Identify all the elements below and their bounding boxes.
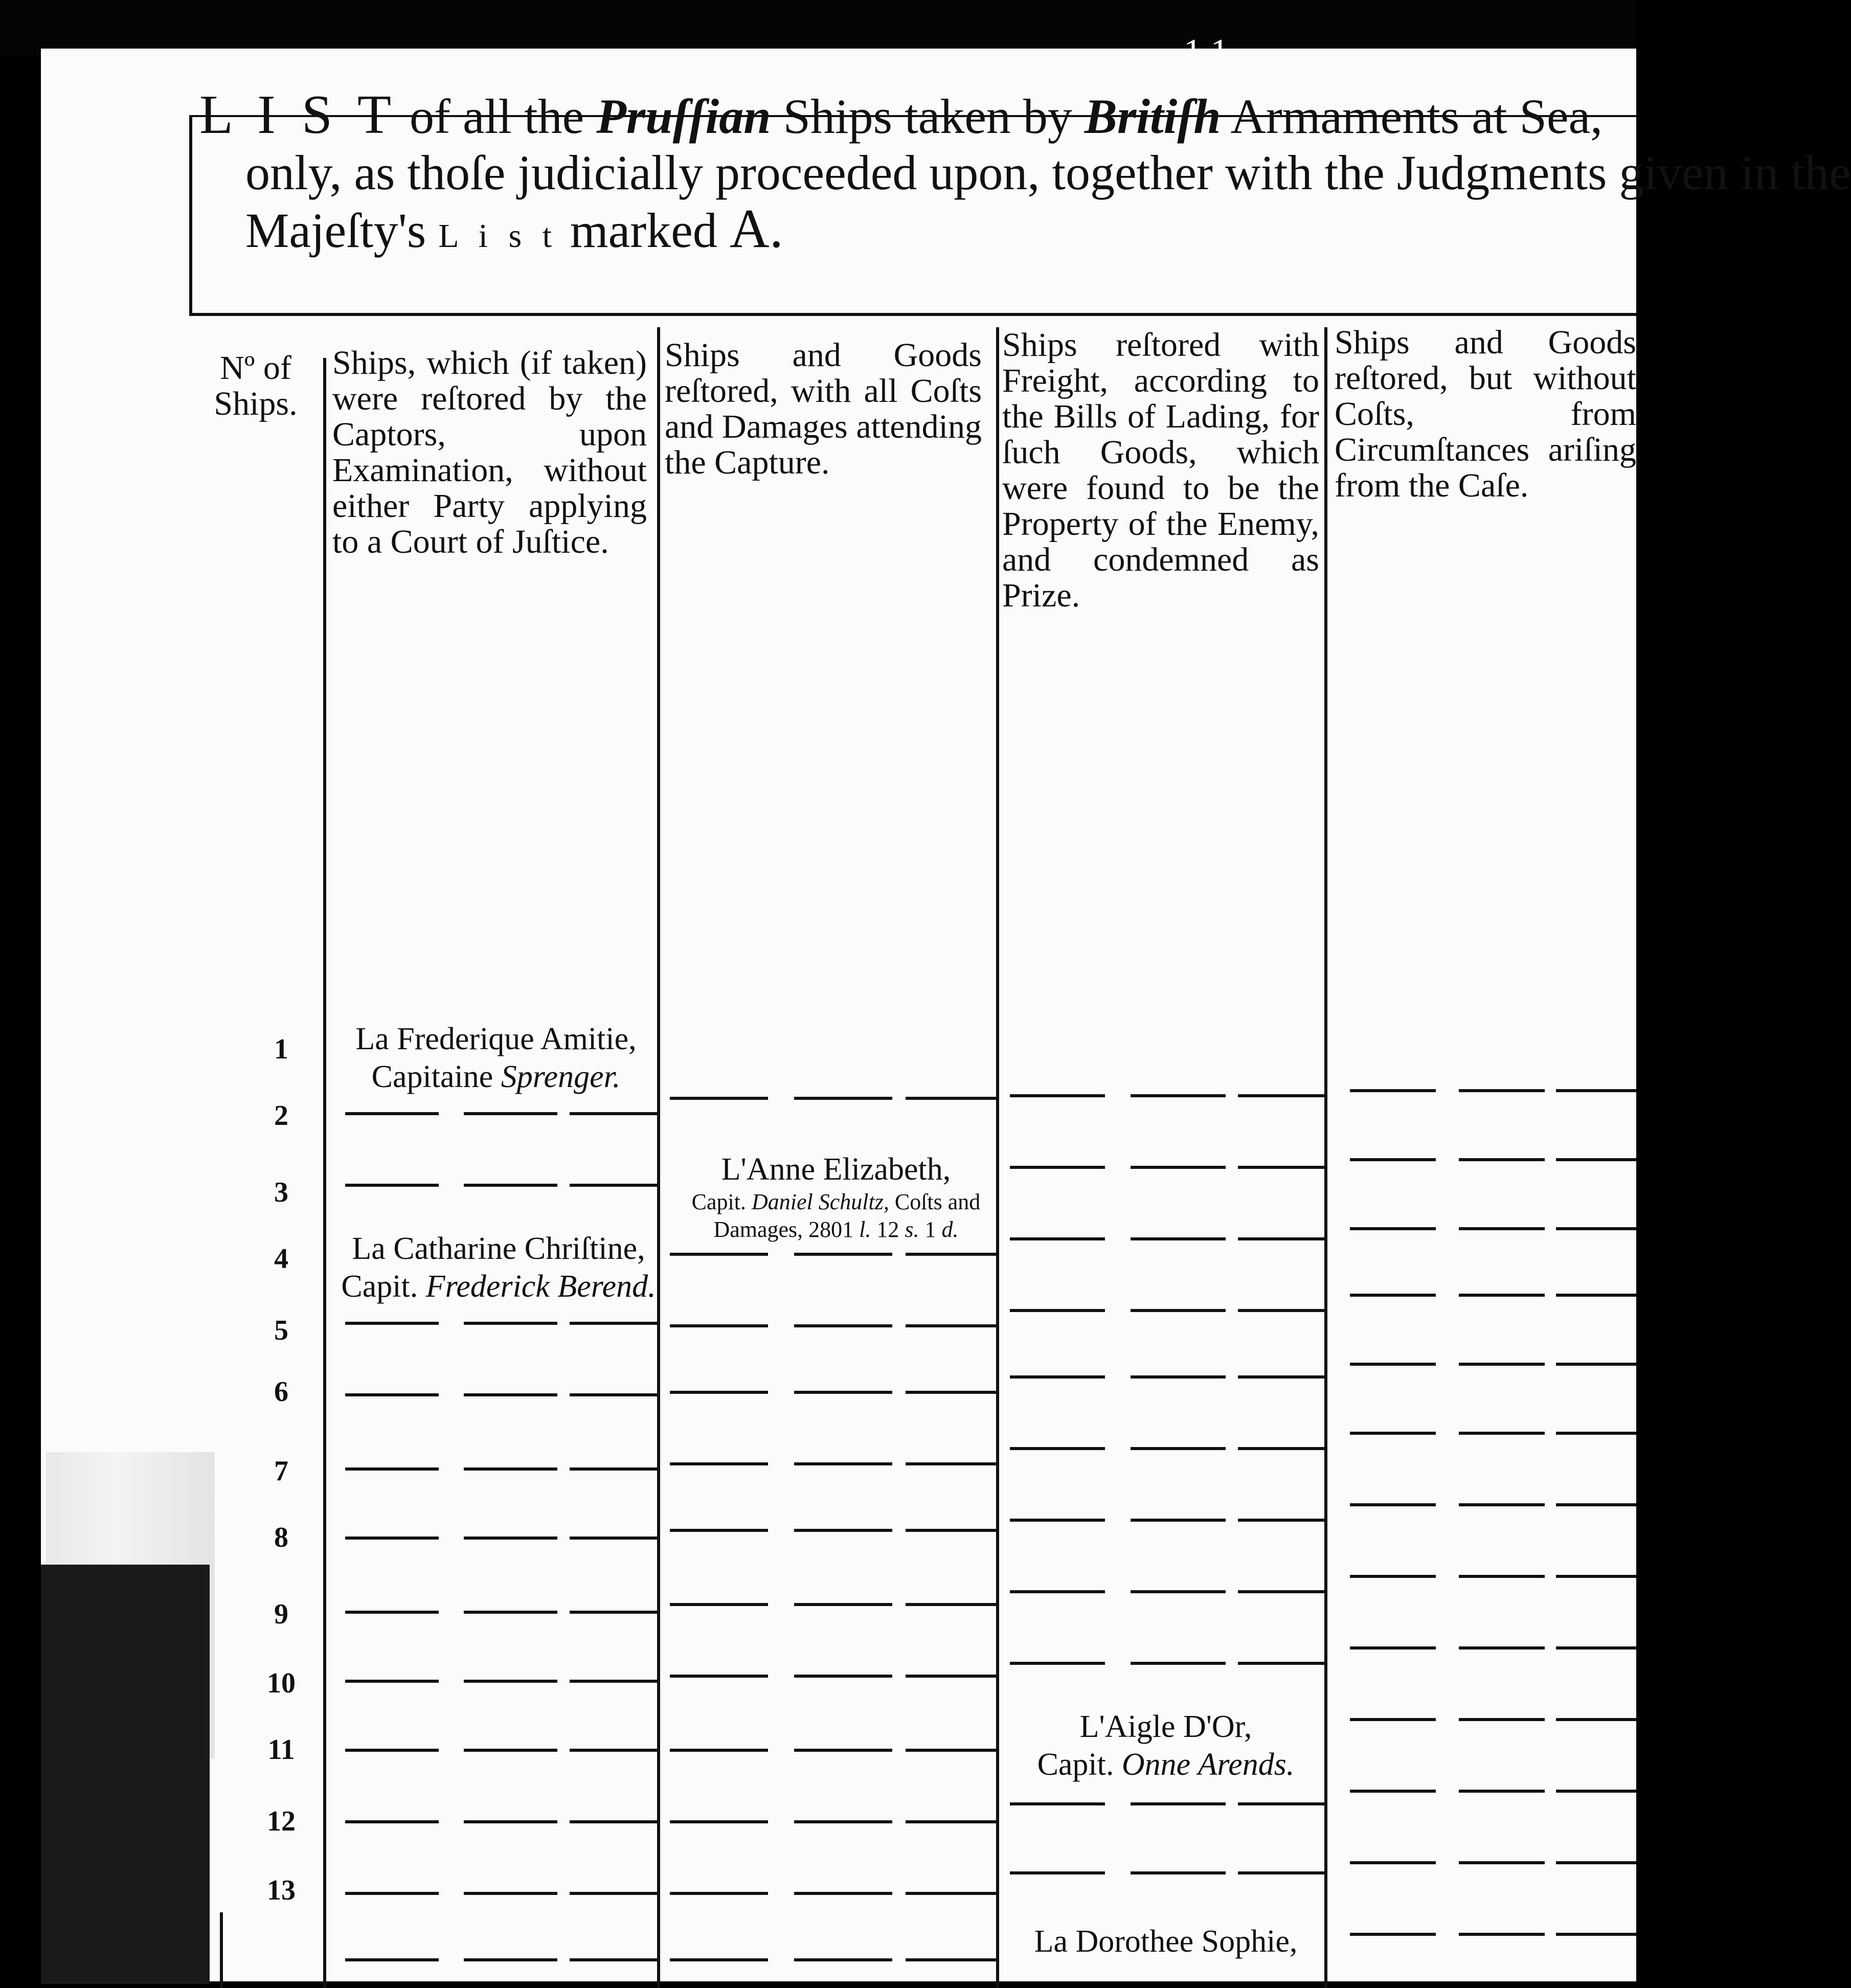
blank-dash [1459, 1933, 1545, 1936]
blank-dash [670, 1253, 768, 1256]
blank-dash [570, 1393, 657, 1396]
page-shadow [41, 1565, 210, 1984]
blank-dash [1350, 1718, 1436, 1721]
blank-dash [1350, 1503, 1436, 1506]
blank-dash [1556, 1575, 1636, 1578]
blank-dash [670, 1391, 768, 1394]
ship-name: La Catharine Chriſtine, [352, 1231, 645, 1266]
blank-dash [906, 1958, 997, 1961]
title-line-1 [199, 84, 1636, 145]
blank-dash [1010, 1447, 1105, 1450]
blank-dash [464, 1184, 557, 1187]
blank-dash [794, 1253, 892, 1256]
blank-dash [1459, 1227, 1545, 1230]
blank-dash [464, 1112, 557, 1115]
blank-dash [1010, 1871, 1105, 1874]
blank-dash [1010, 1802, 1105, 1805]
blank-dash [1238, 1871, 1327, 1874]
blank-dash [1010, 1309, 1105, 1312]
blank-dash [345, 1680, 439, 1683]
blank-dash [1238, 1802, 1327, 1805]
blank-dash [1459, 1363, 1545, 1366]
blank-dash [464, 1680, 557, 1683]
blank-dash [570, 1112, 657, 1115]
blank-dash [670, 1462, 768, 1465]
blank-dash [670, 1324, 768, 1327]
blank-dash [1350, 1158, 1436, 1161]
blank-dash [570, 1958, 657, 1961]
blank-dash [1556, 1861, 1636, 1864]
blank-dash [1238, 1166, 1327, 1169]
table-left-rule [220, 1912, 223, 1988]
blank-dash [345, 1958, 439, 1961]
blank-dash [794, 1675, 892, 1678]
ship-entry-anne-elizabeth [670, 1150, 1002, 1244]
blank-dash [906, 1892, 997, 1895]
blank-dash [1350, 1575, 1436, 1578]
blank-dash [670, 1529, 768, 1532]
blank-dash [570, 1322, 657, 1325]
blank-dash [670, 1820, 768, 1823]
blank-dash [1010, 1375, 1105, 1379]
blank-dash [906, 1749, 997, 1752]
blank-dash [1556, 1363, 1636, 1366]
row-number: 11 [267, 1734, 295, 1766]
ship-name: L'Aigle D'Or, [1079, 1709, 1252, 1744]
blank-dash [906, 1253, 997, 1256]
ship-entry-catharine-christine [332, 1230, 665, 1305]
blank-dash [464, 1820, 557, 1823]
blank-dash [345, 1537, 439, 1540]
blank-dash [1350, 1861, 1436, 1864]
blank-dash [570, 1749, 657, 1752]
blank-dash [1010, 1166, 1105, 1169]
blank-dash [1131, 1802, 1226, 1805]
row-number: 12 [267, 1805, 296, 1837]
blank-dash [1131, 1590, 1226, 1593]
blank-dash [1131, 1662, 1226, 1665]
row-number: 9 [274, 1598, 288, 1630]
blank-dash [570, 1537, 657, 1540]
blank-dash [794, 1749, 892, 1752]
blank-dash [1556, 1158, 1636, 1161]
blank-dash [794, 1529, 892, 1532]
blank-dash [1010, 1237, 1105, 1240]
blank-dash [1350, 1432, 1436, 1435]
blank-dash [464, 1749, 557, 1752]
title-line3-majesty: Majeſty's [245, 203, 426, 258]
blank-dash [464, 1322, 557, 1325]
ship-captain: Capitaine Sprenger. [371, 1059, 621, 1094]
blank-dash [1131, 1519, 1226, 1522]
blank-dash [1459, 1089, 1545, 1092]
row-number: 13 [267, 1874, 296, 1906]
blank-dash [1238, 1309, 1327, 1312]
blank-dash [1556, 1294, 1636, 1297]
blank-dash [345, 1467, 439, 1471]
blank-dash [1010, 1519, 1105, 1522]
blank-dash [1350, 1089, 1436, 1092]
blank-dash [1131, 1094, 1226, 1097]
row-number: 10 [267, 1667, 296, 1699]
blank-dash [1459, 1575, 1545, 1578]
blank-dash [345, 1611, 439, 1614]
blank-dash [464, 1467, 557, 1471]
title-text-2: Ships taken by [783, 89, 1072, 144]
row-number: 5 [274, 1315, 288, 1346]
blank-dash [1459, 1294, 1545, 1297]
blank-dash [1238, 1662, 1327, 1665]
blank-dash [1350, 1363, 1436, 1366]
title-list-word: L I S T [199, 84, 398, 145]
row-number: 1 [274, 1033, 288, 1065]
blank-dash [1131, 1871, 1226, 1874]
blank-dash [794, 1892, 892, 1895]
blank-dash [794, 1603, 892, 1606]
blank-dash [345, 1749, 439, 1752]
blank-dash [345, 1322, 439, 1325]
blank-dash [1556, 1503, 1636, 1506]
blank-dash [464, 1393, 557, 1396]
blank-dash [345, 1112, 439, 1115]
blank-dash [1459, 1861, 1545, 1864]
blank-dash [794, 1097, 892, 1100]
blank-dash [1010, 1590, 1105, 1593]
blank-dash [1556, 1089, 1636, 1092]
blank-dash [1010, 1094, 1105, 1097]
blank-dash [1556, 1933, 1636, 1936]
blank-dash [1556, 1432, 1636, 1435]
row-number: 2 [274, 1100, 288, 1132]
ship-entry-frederique-amitie [332, 1020, 660, 1096]
blank-dash [570, 1611, 657, 1614]
blank-dash [670, 1958, 768, 1961]
blank-dash [1238, 1375, 1327, 1379]
ship-name: La Frederique Amitie, [355, 1022, 637, 1056]
blank-dash [1238, 1237, 1327, 1240]
title-line3-list: L i s t [438, 217, 558, 255]
blank-dash [464, 1958, 557, 1961]
blank-dash [464, 1611, 557, 1614]
blank-dash [1459, 1158, 1545, 1161]
title-line-3 [199, 198, 1636, 264]
blank-dash [1350, 1227, 1436, 1230]
column-rule-2 [657, 327, 660, 1988]
blank-dash [1459, 1790, 1545, 1793]
blank-dash [1556, 1227, 1636, 1230]
blank-dash [670, 1749, 768, 1752]
ship-damages: Damages, 2801 l. 12 s. 1 d. [713, 1217, 959, 1242]
blank-dash [1350, 1790, 1436, 1793]
blank-dash [1131, 1309, 1226, 1312]
title-frame-left [189, 115, 192, 314]
blank-dash [906, 1820, 997, 1823]
title-line3-marked: marked [570, 203, 717, 258]
blank-dash [345, 1892, 439, 1895]
blank-dash [570, 1820, 657, 1823]
blank-dash [794, 1462, 892, 1465]
blank-dash [906, 1603, 997, 1606]
blank-dash [906, 1462, 997, 1465]
title-text-1: of all the [410, 89, 584, 144]
blank-dash [1238, 1519, 1327, 1522]
col-heading-restored-with-costs: Ships and Goods reſtored, with all Coſts and Damages attending the Capture. [665, 336, 982, 481]
ship-name: L'Anne Elizabeth, [721, 1152, 951, 1187]
row-number: 6 [274, 1376, 288, 1408]
col-heading-restored-with-freight: Ships reſtored with Freight, according to the Bills of Lading, for ſuch Goods, which were found to be the Property of the Enemy, and condemned as Prize. [1002, 326, 1319, 614]
row-number: 3 [274, 1177, 288, 1208]
blank-dash [906, 1675, 997, 1678]
blank-dash [1350, 1933, 1436, 1936]
blank-dash [1131, 1375, 1226, 1379]
blank-dash [570, 1467, 657, 1471]
blank-dash [670, 1675, 768, 1678]
blank-dash [670, 1892, 768, 1895]
ship-captain: Capit. Frederick Berend. [341, 1269, 656, 1304]
blank-dash [1131, 1237, 1226, 1240]
blank-dash [906, 1097, 997, 1100]
blank-dash [1459, 1503, 1545, 1506]
blank-dash [906, 1324, 997, 1327]
column-rule-1 [323, 358, 326, 1988]
blank-dash [464, 1892, 557, 1895]
document-title [199, 84, 1851, 264]
col-heading-restored-by-captors: Ships, which (if taken) were reſtored by the Captors, upon Examination, without either Party applying to a Court of Juſtice. [332, 344, 647, 560]
blank-dash [906, 1391, 997, 1394]
blank-dash [670, 1097, 768, 1100]
blank-dash [1459, 1718, 1545, 1721]
blank-dash [570, 1680, 657, 1683]
title-line-2: only, as thoſe judicially proceeded upon, together with the Judgments given in the [245, 145, 1851, 200]
title-british: Britiſh [1084, 89, 1221, 144]
col-heading-number: Nº of Ships. [214, 349, 298, 422]
ship-captain-costs: Capit. Daniel Schultz, Coſts and [691, 1189, 981, 1214]
title-line3-a: A. [729, 198, 783, 259]
ship-name: La Dorothee Sophie, [1034, 1924, 1298, 1959]
blank-dash [1459, 1646, 1545, 1650]
row-number: 7 [274, 1455, 288, 1487]
title-prussian: Pruſſian [596, 89, 771, 144]
blank-dash [794, 1820, 892, 1823]
blank-dash [464, 1537, 557, 1540]
blank-dash [1010, 1662, 1105, 1665]
blank-dash [1131, 1447, 1226, 1450]
row-number: 8 [274, 1522, 288, 1553]
blank-dash [906, 1529, 997, 1532]
blank-dash [1556, 1646, 1636, 1650]
col-heading-restored-without-costs: Ships and Goods reſtored, but without Coſts, from Circumſtances ariſing from the Caſe. [1335, 324, 1636, 504]
blank-dash [345, 1184, 439, 1187]
blank-dash [794, 1958, 892, 1961]
blank-dash [794, 1324, 892, 1327]
blank-dash [1350, 1294, 1436, 1297]
blank-dash [570, 1184, 657, 1187]
blank-dash [1459, 1432, 1545, 1435]
blank-dash [1350, 1646, 1436, 1650]
ship-entry-aigle-dor [1002, 1708, 1329, 1783]
blank-dash [570, 1892, 657, 1895]
ship-captain: Capit. Onne Arends. [1037, 1747, 1295, 1782]
blank-dash [1238, 1590, 1327, 1593]
blank-dash [794, 1391, 892, 1394]
scan-top-border [0, 0, 1636, 56]
blank-dash [1556, 1790, 1636, 1793]
header-rule [189, 313, 1636, 316]
blank-dash [1556, 1718, 1636, 1721]
row-number: 4 [274, 1243, 288, 1275]
blank-dash [1131, 1166, 1226, 1169]
blank-dash [345, 1820, 439, 1823]
blank-dash [1238, 1094, 1327, 1097]
title-text-3: Armaments at Sea, [1230, 89, 1603, 144]
blank-dash [1238, 1447, 1327, 1450]
blank-dash [345, 1393, 439, 1396]
ship-entry-dorothee-sophie [1002, 1923, 1329, 1960]
blank-dash [670, 1603, 768, 1606]
